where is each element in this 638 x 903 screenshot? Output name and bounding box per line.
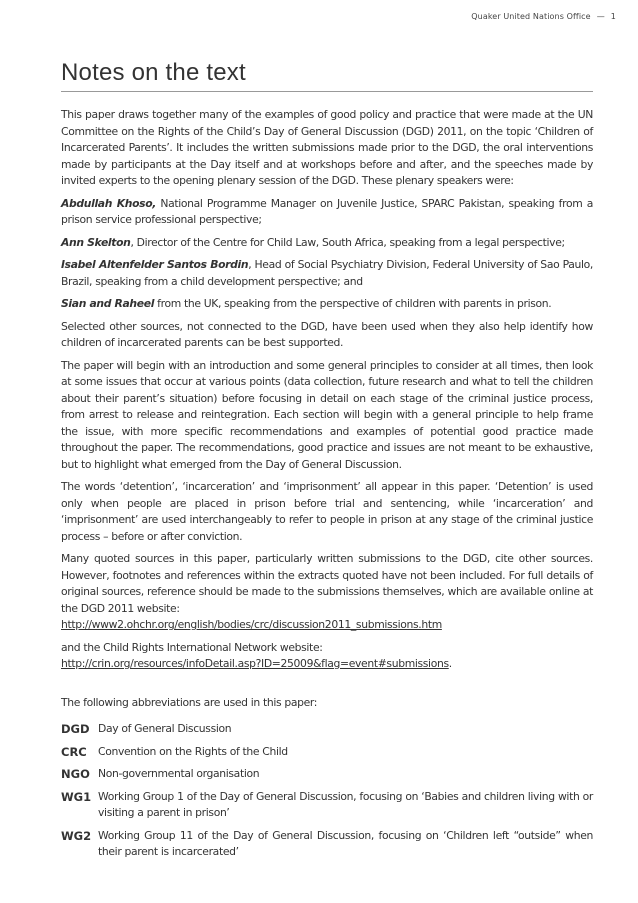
other-sources-paragraph: Selected other sources, not connected to the DGD, have been used when they also help identify how children of incarcerated parents can be best supported.	[61, 319, 593, 349]
speaker-entry	[61, 196, 593, 229]
speaker-name: Ann Skelton	[61, 235, 131, 249]
structure-paragraph: The paper will begin with an introduction and some general principles to consider at all times, then look at some issues that occur at various points (data collection, future research and what to tell the children about their parent’s situation) before focusing in detail on each stage of the criminal justice process, from arrest to release and reintegration. Each section will begin with a general principle to help frame the issue, with more specific recommendations and examples of potential good practice made throughout the paper. The recommendations, good practice and issues are not meant to be exhaustive, but to highlight what emerged from the Day of General Discussion.	[61, 358, 593, 471]
page-title: Notes on the text	[61, 59, 246, 86]
speaker-name: Sian and Raheel	[61, 297, 155, 310]
abbreviation-item	[61, 828, 593, 861]
abbreviations-intro: The following abbreviations are used in this paper:	[61, 695, 318, 709]
crin-end: .	[448, 657, 452, 670]
abbreviation-term: WG1	[61, 789, 92, 804]
abbreviation-definition: Convention on the Rights of the Child	[98, 744, 288, 758]
intro-paragraph: This paper draws together many of the examples of good policy and practice that were made at the UN Committee on the Rights of the Child’s Day of General Discussion (DGD) 2011, on the topic ‘Children of Incarcerated Parents’. It includes the written submissions made prior to the DGD, the oral interventions made by participants at the Day itself and at workshops before and after, and the speeches made by invited experts to the opening plenary session of the DGD. These plenary speakers were:	[61, 108, 593, 187]
abbreviation-definition: Non-governmental organisation	[98, 767, 260, 780]
sources-text: Many quoted sources in this paper, particularly written submissions to the DGD, cite other sources. However, footnotes and references within the extracts quoted have not been included. For full details of original sources, reference should be made to the submissions themselves, which are available online at the DGD 2011 website:	[61, 552, 593, 615]
speaker-name: Isabel Altenfelder Santos Bordin	[61, 258, 249, 271]
speaker-entry	[61, 296, 593, 313]
abbreviations-list	[61, 721, 593, 861]
abbreviation-item	[61, 721, 593, 738]
speaker-description: , Head of Social Psychiatry Division, Federal University of Sao Paulo, Brazil, speaking from a child development perspective; and	[61, 258, 594, 288]
speaker-name: Abdullah Khoso,	[61, 196, 157, 210]
abbreviation-item	[61, 766, 593, 783]
title-divider	[61, 91, 593, 92]
running-header	[471, 12, 616, 21]
abbreviation-definition: Working Group 11 of the Day of General Discussion, focusing on ‘Children left “outside” when their parent is incarcerated’	[98, 828, 593, 858]
page-number: 1	[610, 12, 616, 21]
speaker-entry	[61, 235, 593, 252]
speaker-entry	[61, 257, 593, 290]
abbreviation-item	[61, 744, 593, 761]
sources-paragraph	[61, 551, 593, 634]
terminology-paragraph: The words ‘detention’, ‘incarceration’ and ‘imprisonment’ all appear in this paper. ‘Detention’ is used only when people are placed in prison before trial and sentencing, while ‘incarceration’ and ‘imprisonment’ are used interchangeably to refer to people in prison at any stage of the criminal justice process – before or after conviction.	[61, 480, 593, 543]
abbreviation-item	[61, 789, 593, 822]
ohchr-link[interactable]: http://www2.ohchr.org/english/bodies/crc/discussion2011_submissions.htm	[61, 618, 442, 631]
abbreviation-definition: Working Group 1 of the Day of General Discussion, focusing on ‘Babies and children living with or visiting a parent in prison’	[98, 789, 593, 819]
header-separator: —	[596, 12, 605, 21]
abbreviation-term: NGO	[61, 767, 90, 781]
speaker-description: National Programme Manager on Juvenile Justice, SPARC Pakistan, speaking from a prison service professional perspective;	[61, 196, 593, 226]
abbreviation-term: CRC	[61, 744, 87, 759]
abbreviation-definition: Day of General Discussion	[98, 722, 232, 735]
crin-text: and the Child Rights International Network website:	[61, 640, 323, 654]
speaker-description: , Director of the Centre for Child Law, South Africa, speaking from a legal perspective;	[130, 235, 565, 249]
body-text	[61, 107, 593, 867]
header-org: Quaker United Nations Office	[471, 12, 591, 21]
crin-link[interactable]: http://crin.org/resources/infoDetail.asp?ID=25009&flag=event#submissions	[61, 657, 449, 670]
abbreviation-term: DGD	[61, 722, 90, 736]
crin-paragraph	[61, 640, 593, 673]
abbreviation-term: WG2	[61, 828, 92, 843]
speaker-description: from the UK, speaking from the perspective of children with parents in prison.	[154, 297, 552, 310]
